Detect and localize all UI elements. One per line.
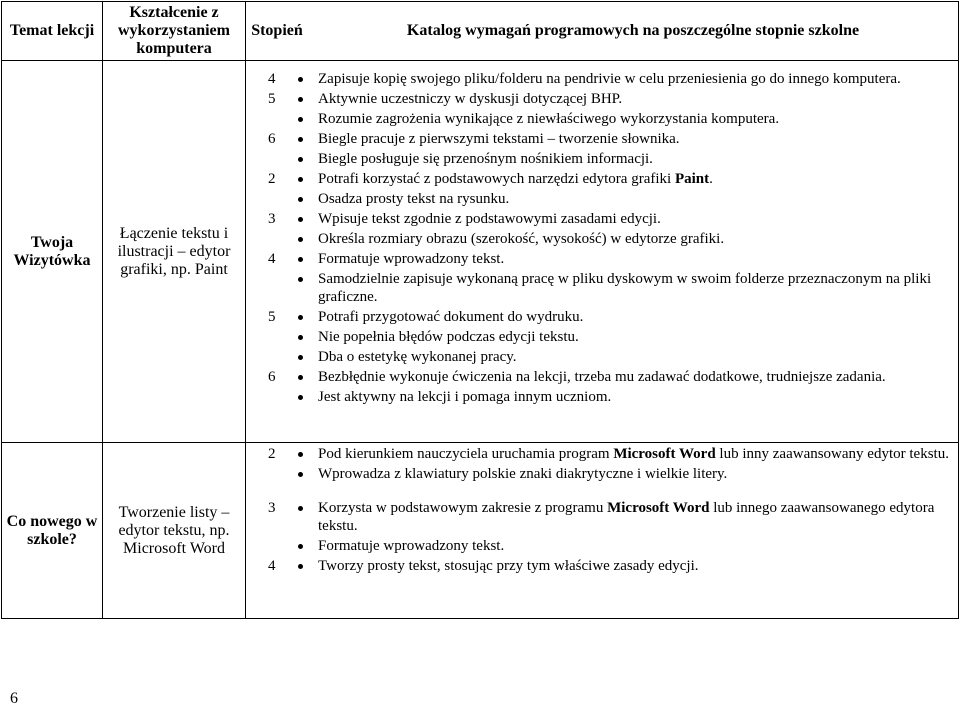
requirement-item: Tworzy prosty tekst, stosując przy tym właściwe zasady edycji. (318, 557, 952, 575)
requirement-item: Zapisuje kopię swojego pliku/folderu na pendrivie w celu przeniesienia go do innego komputera. (318, 70, 952, 88)
grade-number: 5 (268, 309, 276, 325)
lesson-row (2, 443, 959, 619)
grade-number: 2 (268, 446, 276, 462)
requirement-item: Potrafi przygotować dokument do wydruku. (318, 308, 952, 326)
requirement-item: Formatuje wprowadzony tekst. (318, 250, 952, 268)
requirement-item: Formatuje wprowadzony tekst. (318, 537, 952, 555)
requirement-item: Wprowadza z klawiatury polskie znaki diakrytyczne i wielkie litery. (318, 465, 952, 483)
grade-group (268, 70, 952, 88)
grade-requirements (246, 443, 959, 619)
grade-number: 3 (268, 211, 276, 227)
grade-group (268, 308, 952, 366)
requirement-item: Aktywnie uczestniczy w dyskusji dotyczącej BHP. (318, 90, 952, 108)
requirement-item: Bezbłędnie wykonuje ćwiczenia na lekcji, trzeba mu zadawać dodatkowe, trudniejsze zadania. (318, 368, 952, 386)
grade-group (268, 90, 952, 128)
grade-number: 6 (268, 131, 276, 147)
grade-number: 3 (268, 500, 276, 516)
requirement-item (318, 499, 952, 535)
lesson-topic: Twoja Wizytówka (2, 61, 103, 443)
requirement-item: Jest aktywny na lekcji i pomaga innym uczniom. (318, 388, 952, 406)
requirement-item (318, 445, 952, 463)
header-row (2, 2, 959, 61)
grade-number: 6 (268, 369, 276, 385)
lesson-topic: Co nowego w szkole? (2, 443, 103, 619)
requirement-item: Samodzielnie zapisuje wykonaną pracę w pliku dyskowym w swoim folderze przeznaczonym na pliki graficzne. (318, 270, 952, 306)
requirement-item: Nie popełnia błędów podczas edycji tekstu. (318, 328, 952, 346)
requirement-item: Biegle posługuje się przenośnym nośnikiem informacji. (318, 150, 952, 168)
requirement-item: Dba o estetykę wykonanej pracy. (318, 348, 952, 366)
lesson-education: Łączenie tekstu i ilustracji – edytor grafiki, np. Paint (103, 61, 246, 443)
header-topic: Temat lekcji (2, 2, 103, 61)
requirements-table (1, 1, 959, 619)
requirement-item: Biegle pracuje z pierwszymi tekstami – tworzenie słownika. (318, 130, 952, 148)
lesson-education: Tworzenie listy – edytor tekstu, np. Microsoft Word (103, 443, 246, 619)
grade-group (268, 250, 952, 306)
requirement-item: Wpisuje tekst zgodnie z podstawowymi zasadami edycji. (318, 210, 952, 228)
grade-group (268, 210, 952, 248)
grade-number: 4 (268, 71, 276, 87)
grade-group (268, 368, 952, 406)
lesson-row (2, 61, 959, 443)
grade-group (268, 445, 952, 483)
grade-number: 5 (268, 91, 276, 107)
requirement-text: Korzysta w podstawowym zakresie z programu (318, 500, 608, 516)
page-number: 6 (10, 690, 18, 707)
requirement-item: Potrafi korzystać z podstawowych narzędzi edytora grafiki Paint. (318, 170, 952, 188)
grade-group (268, 130, 952, 168)
requirement-text: Pod kierunkiem nauczyciela uruchamia program (318, 446, 614, 462)
header-catalog (246, 2, 959, 61)
header-catalog-title: Katalog wymagań programowych na poszczególne stopnie szkolne (406, 22, 860, 39)
grade-group (268, 557, 952, 575)
requirement-item: Rozumie zagrożenia wynikające z niewłaściwego wykorzystania komputera. (318, 110, 952, 128)
grade-requirements (246, 61, 959, 443)
program-name: Paint (674, 171, 710, 187)
program-name: Microsoft Word (613, 446, 716, 462)
requirement-text: lub innego zaawansowanego edytora tekstu. (318, 500, 935, 534)
grade-number: 4 (268, 558, 276, 574)
grade-group (268, 170, 952, 208)
grade-number: 4 (268, 251, 276, 267)
requirement-text: lub inny zaawansowany edytor tekstu. (715, 446, 949, 462)
program-name: Microsoft Word (607, 500, 710, 516)
grade-number: 2 (268, 171, 276, 187)
header-grade: Stopień (251, 22, 303, 39)
requirement-item: Osadza prosty tekst na rysunku. (318, 190, 952, 208)
header-education: Kształcenie z wykorzystaniem komputera (103, 2, 246, 61)
grade-group (268, 499, 952, 555)
requirement-item: Określa rozmiary obrazu (szerokość, wysokość) w edytorze grafiki. (318, 230, 952, 248)
